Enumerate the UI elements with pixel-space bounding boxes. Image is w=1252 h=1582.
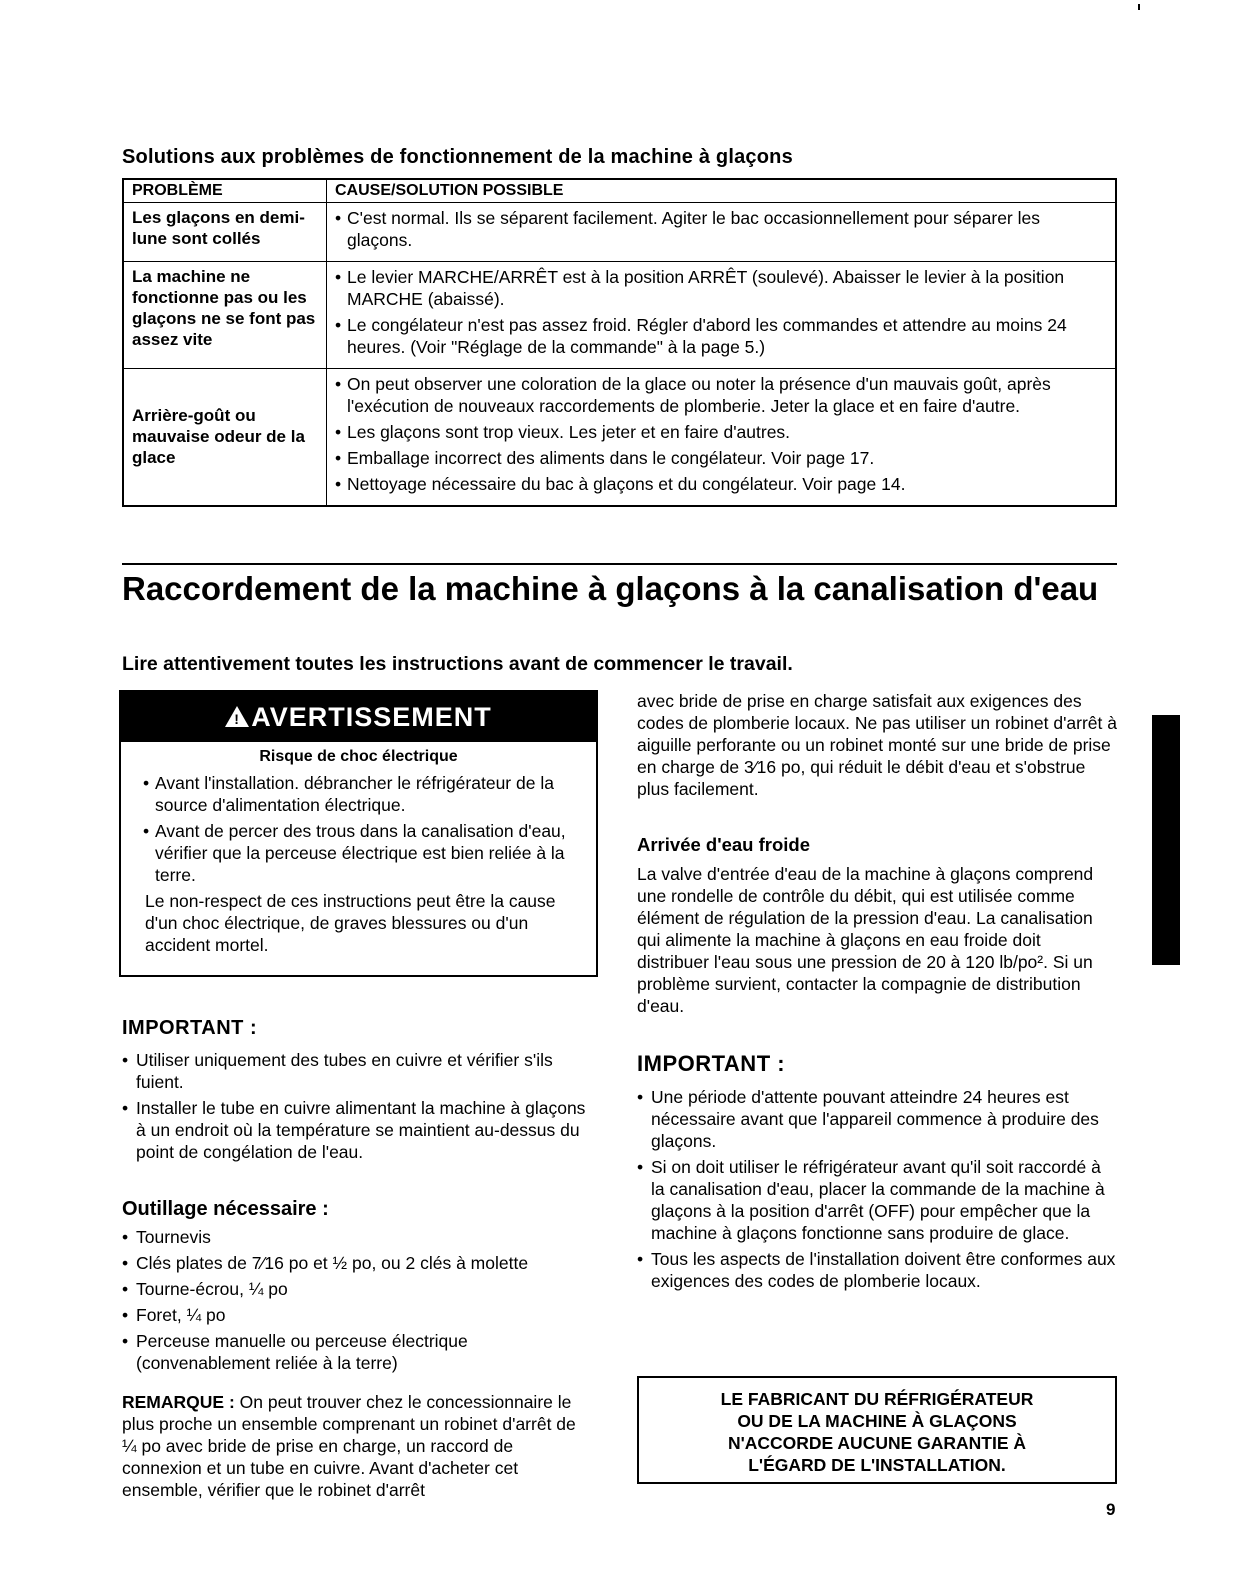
table-title: Solutions aux problèmes de fonctionnement de la machine à glaçons (122, 146, 793, 168)
right-important-heading: IMPORTANT : (637, 1051, 786, 1076)
section-rule (122, 563, 1117, 565)
problem-cell: Les glaçons en demi-lune sont collés (123, 203, 327, 262)
solution-item: • Les glaçons sont trop vieux. Les jeter et en faire d'autres. (335, 421, 1107, 443)
warranty-notice-box (637, 1376, 1117, 1484)
warning-triangle-icon: ! (225, 706, 249, 727)
solution-item: • Nettoyage nécessaire du bac à glaçons et du congélateur. Voir page 14. (335, 473, 1107, 495)
section-title: Raccordement de la machine à glaçons à la canalisation d'eau (122, 570, 1099, 607)
table-row (123, 369, 1116, 507)
warranty-notice-text: LE FABRICANT DU RÉFRIGÉRATEUR OU DE LA MACHINE À GLAÇONS N'ACCORDE AUCUNE GARANTIE À L'ÉGARD DE L'INSTALLATION. (720, 1389, 1034, 1475)
note-label: REMARQUE : (122, 1392, 235, 1412)
warning-box (119, 690, 598, 977)
warning-item: • Avant de percer des trous dans la canalisation d'eau, vérifier que la perceuse électrique est bien reliée à la terre. (143, 820, 584, 886)
problem-cell: Arrière-goût ou mauvaise odeur de la glace (123, 369, 327, 507)
page-number: 9 (1106, 1500, 1116, 1519)
section-subtitle: Lire attentivement toutes les instructions avant de commencer le travail. (122, 653, 793, 675)
list-item: • Utiliser uniquement des tubes en cuivre et vérifier s'ils fuient. (122, 1049, 592, 1093)
side-tab-marker (1152, 715, 1180, 965)
warning-heading: AVERTISSEMENT (251, 702, 492, 732)
solution-cell (327, 203, 1117, 262)
table-row (123, 262, 1116, 369)
cold-water-heading: Arrivée d'eau froide (637, 834, 811, 855)
table-row (123, 203, 1116, 262)
list-item: • Tourne-écrou, ¼ po (122, 1278, 592, 1300)
list-item: • Si on doit utiliser le réfrigérateur avant qu'il soit raccordé à la canalisation d'eau, placer la commande de la machine à glaçons à la position d'arrêt (OFF) pour empêcher que la machine à glaçons fonctionne sans produire de glace. (637, 1156, 1117, 1244)
solution-item: • C'est normal. Ils se séparent facilement. Agiter le bac occasionnellement pour séparer les glaçons. (335, 207, 1107, 251)
cold-water-paragraph: La valve d'entrée d'eau de la machine à glaçons comprend une rondelle de contrôle du débit, qui est utilisée comme élément de régulation de la pression d'eau. La canalisation qui alimente la machine à glaçons en eau froide doit distribuer l'eau sous une pression de 20 à 120 lb/po². Si un problème survient, contacter la compagnie de distribution d'eau. (637, 864, 1094, 1016)
list-item: • Tournevis (122, 1226, 592, 1248)
left-important-heading: IMPORTANT : (122, 1017, 258, 1039)
list-item: • Installer le tube en cuivre alimentant la machine à glaçons à un endroit où la température se maintient au-dessus du point de congélation de l'eau. (122, 1097, 592, 1163)
note-text: On peut trouver chez le concessionnaire le plus proche un ensemble comprenant un robinet d'arrêt de ¼ po avec bride de prise en charge, un raccord de connexion et un tube en cuivre. Avant d'acheter cet ensemble, vérifier que le robinet d'arrêt (122, 1392, 576, 1500)
solution-cell (327, 369, 1117, 507)
header-solution: CAUSE/SOLUTION POSSIBLE (327, 179, 1117, 203)
tools-heading: Outillage nécessaire : (122, 1198, 329, 1220)
header-problem: PROBLÈME (123, 179, 327, 203)
warning-item: • Avant l'installation. débrancher le réfrigérateur de la source d'alimentation électrique. (143, 772, 584, 816)
right-important-list (637, 1086, 1117, 1296)
solution-item: • Emballage incorrect des aliments dans le congélateur. Voir page 17. (335, 447, 1107, 469)
list-item: • Foret, ¼ po (122, 1304, 592, 1326)
note-paragraph (122, 1391, 592, 1501)
solution-item: • Le levier MARCHE/ARRÊT est à la position ARRÊT (soulevé). Abaisser le levier à la position MARCHE (abaissé). (335, 266, 1107, 310)
list-item: • Clés plates de 7⁄16 po et ½ po, ou 2 clés à molette (122, 1252, 592, 1274)
warning-list (121, 772, 596, 886)
list-item: • Une période d'attente pouvant atteindre 24 heures est nécessaire avant que l'appareil commence à produire des glaçons. (637, 1086, 1117, 1152)
solution-item: • Le congélateur n'est pas assez froid. Régler d'abord les commandes et attendre au moins 24 heures. (Voir "Réglage de la commande" à la page 5.) (335, 314, 1107, 358)
page-edge-mark (1138, 4, 1140, 10)
solution-cell (327, 262, 1117, 369)
left-important-list (122, 1049, 592, 1167)
warning-header (121, 692, 596, 742)
troubleshooting-table (122, 178, 1117, 507)
list-item: • Tous les aspects de l'installation doivent être conformes aux exigences des codes de plomberie locaux. (637, 1248, 1117, 1292)
warning-footer: Le non-respect de ces instructions peut être la cause d'un choc électrique, de graves blessures ou d'un accident mortel. (145, 891, 556, 955)
warning-subheading: Risque de choc électrique (259, 748, 458, 765)
solution-item: • On peut observer une coloration de la glace ou noter la présence d'un mauvais goût, après l'exécution de nouveaux raccordements de plomberie. Jeter la glace et en faire d'autre. (335, 373, 1107, 417)
continuation-paragraph: avec bride de prise en charge satisfait aux exigences des codes de plomberie locaux. Ne pas utiliser un robinet d'arrêt à aiguille perforante ou un robinet monté sur une bride de prise en charge de 3⁄16 po, qui réduit le débit d'eau et s'obstrue plus facilement. (637, 691, 1117, 799)
list-item: • Perceuse manuelle ou perceuse électrique (convenablement reliée à la terre) (122, 1330, 592, 1374)
table-header-row (123, 179, 1116, 203)
tools-list (122, 1226, 592, 1378)
problem-cell: La machine ne fonctionne pas ou les glaçons ne se font pas assez vite (123, 262, 327, 369)
